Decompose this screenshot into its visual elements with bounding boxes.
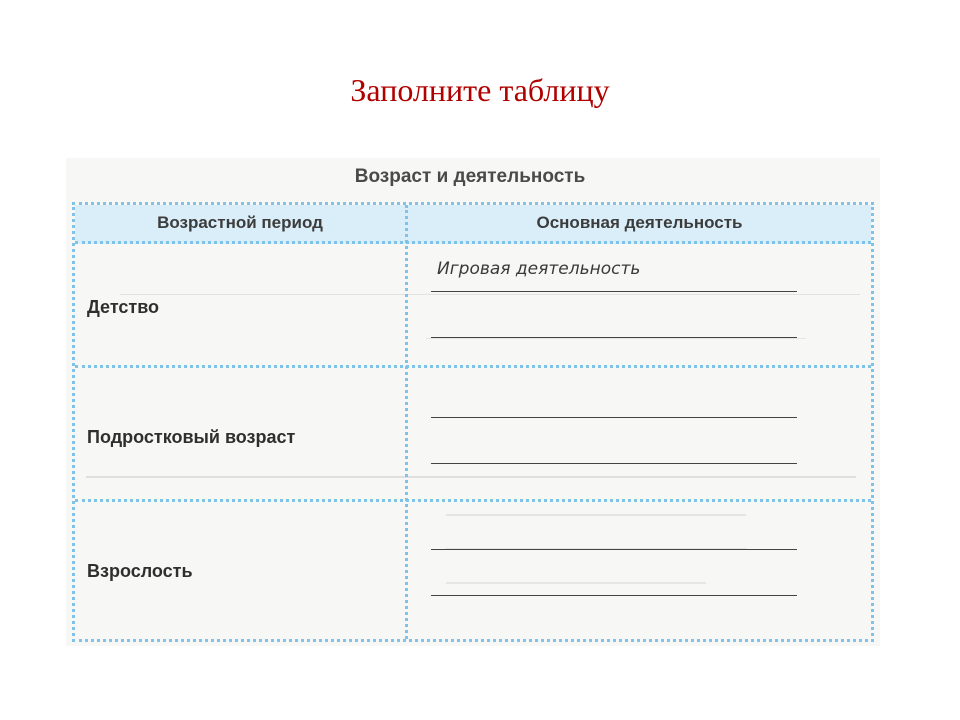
answer-line — [431, 417, 797, 418]
row-divider — [75, 365, 871, 368]
row-label-adulthood: Взрослость — [87, 561, 193, 581]
answer-line — [431, 337, 797, 338]
answer-childhood: Игровая деятельность — [437, 259, 641, 279]
answer-line — [431, 549, 797, 550]
answer-line — [431, 291, 797, 292]
age-activity-table — [72, 202, 874, 642]
slide-title: Заполните таблицу — [350, 72, 610, 108]
row-label-childhood: Детство — [87, 297, 160, 317]
scanned-worksheet — [66, 158, 880, 646]
answer-line — [431, 595, 797, 596]
header-main-activity: Основная деятельность — [536, 213, 743, 232]
answer-line — [431, 463, 797, 464]
row-label-adolescence: Подростковый возраст — [87, 427, 296, 447]
header-age-period: Возрастной период — [157, 213, 323, 232]
table-caption: Возраст и деятельность — [354, 166, 586, 187]
row-divider — [75, 499, 871, 502]
column-divider — [405, 205, 408, 639]
